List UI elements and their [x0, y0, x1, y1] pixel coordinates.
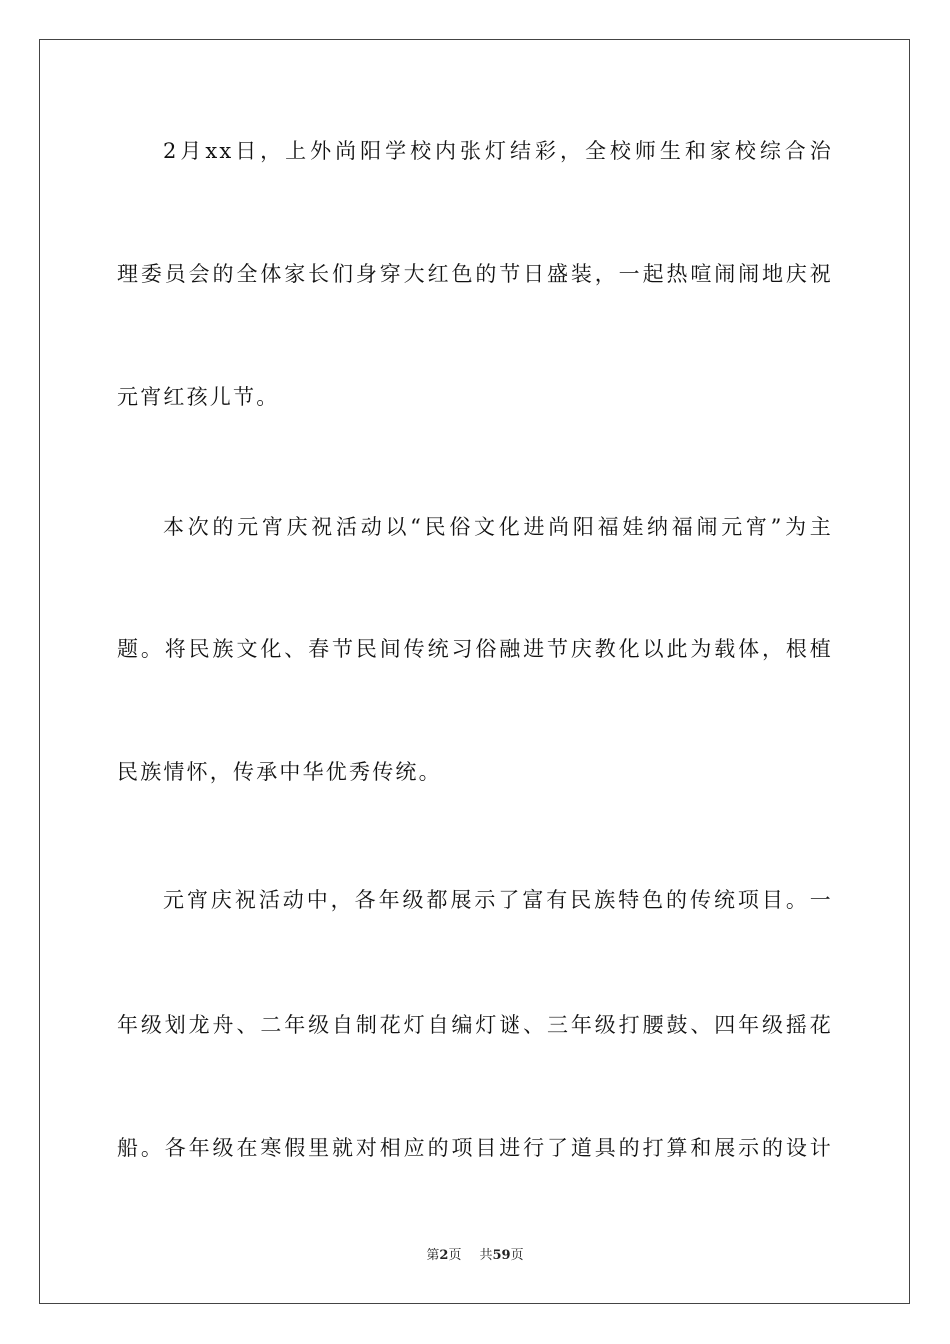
paragraph-2-line-1: 本次的元宵庆祝活动以“民俗文化进尚阳福娃纳福闹元宵”为主: [163, 515, 833, 539]
page-border: [39, 39, 910, 1304]
page-suffix: 页: [448, 1248, 462, 1263]
paragraph-3-line-1: 元宵庆祝活动中，各年级都展示了富有民族特色的传统项目。一: [163, 888, 833, 912]
page-prefix: 第: [426, 1248, 440, 1263]
paragraph-1-line-2: 理委员会的全体家长们身穿大红色的节日盛装，一起热喧闹闹地庆祝: [117, 262, 833, 286]
paragraph-2-line-2: 题。将民族文化、春节民间传统习俗融进节庆教化以此为载体，根植: [117, 637, 833, 661]
page-footer: [0, 1247, 950, 1265]
paragraph-3-line-2: 年级划龙舟、二年级自制花灯自编灯谜、三年级打腰鼓、四年级摇花: [117, 1013, 833, 1037]
total-prefix: 共: [479, 1248, 493, 1263]
total-suffix: 页: [510, 1248, 524, 1263]
page-number: 2: [439, 1248, 449, 1263]
paragraph-2-line-3: 民族情怀，传承中华优秀传统。: [117, 760, 442, 784]
total-pages: 59: [492, 1248, 511, 1263]
paragraph-1-line-3: 元宵红孩儿节。: [117, 385, 280, 409]
paragraph-1-line-1: 2月xx日，上外尚阳学校内张灯结彩，全校师生和家校综合治: [163, 139, 833, 163]
paragraph-3-line-3: 船。各年级在寒假里就对相应的项目进行了道具的打算和展示的设计: [117, 1136, 833, 1160]
